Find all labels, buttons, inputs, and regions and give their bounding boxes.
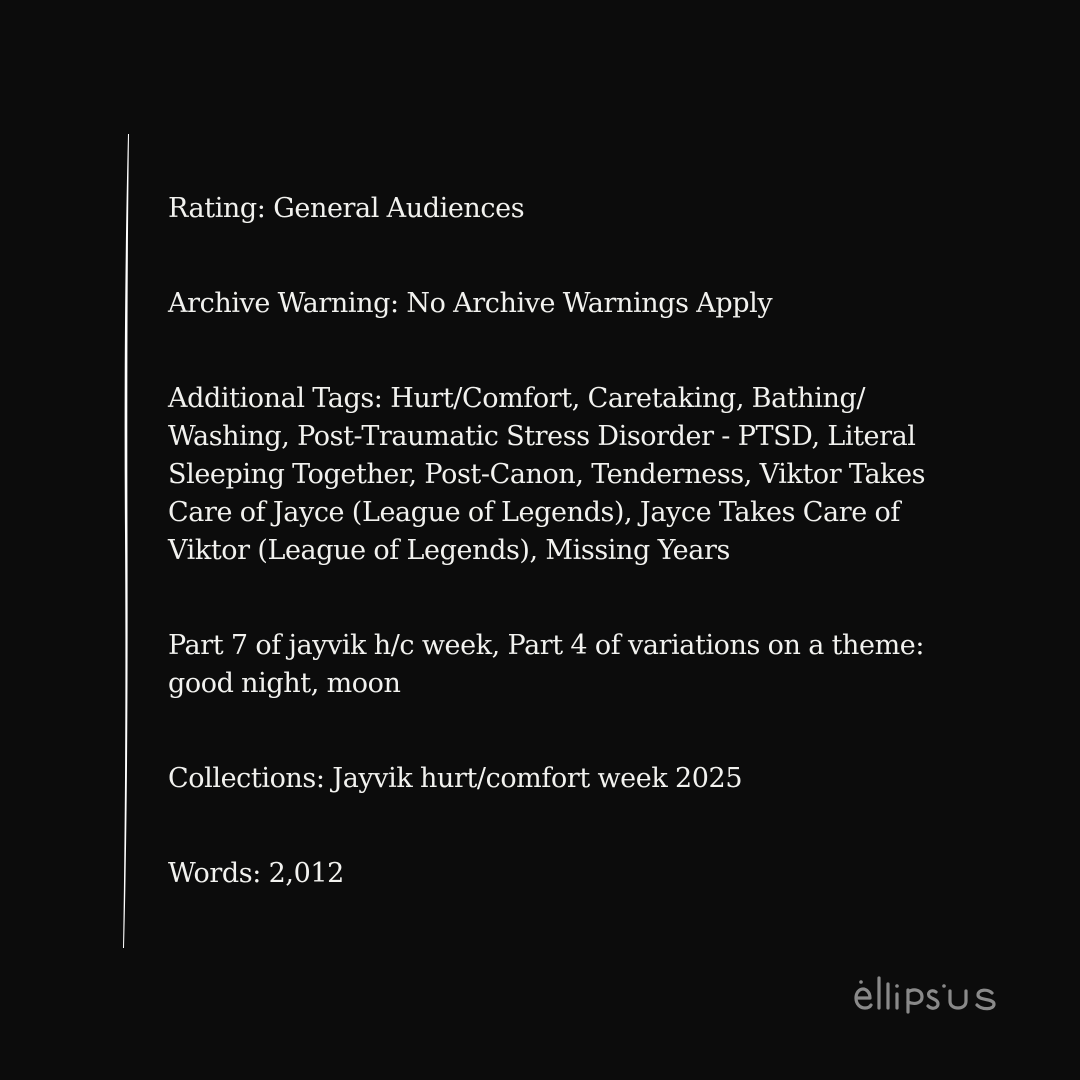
series-entry <box>168 627 980 703</box>
series-value: Part 7 of jayvik h/c week, Part 4 of variations on a theme: good night, moon <box>168 630 925 699</box>
collections-value: Jayvik hurt/comfort week 2025 <box>332 763 743 794</box>
collections-label: Collections: <box>168 763 325 794</box>
additional-tags-entry <box>168 380 980 570</box>
additional-tags-label: Additional Tags: <box>168 383 383 414</box>
additional-tags-value: Hurt/Comfort, Caretaking, Bathing/ Washing, Post-Traumatic Stress Disorder - PTSD, Literal Sleeping Together, Post-Canon, Tenderness, Viktor Takes Care of Jayce (League of Legends), Jayce Takes Care of Viktor (League of Legends), Missing Years <box>168 383 926 566</box>
words-entry <box>168 855 980 893</box>
words-label: Words: <box>168 858 261 889</box>
metadata-list <box>168 190 980 893</box>
collections-entry <box>168 760 980 798</box>
rating-label: Rating: <box>168 193 266 224</box>
rating-value: General Audiences <box>273 193 525 224</box>
archive-warning-value: No Archive Warnings Apply <box>406 288 773 319</box>
archive-warning-entry <box>168 285 980 323</box>
ellipsis-logo-icon <box>852 970 1008 1016</box>
vertical-divider-line <box>114 134 138 948</box>
words-value: 2,012 <box>268 858 344 889</box>
archive-warning-label: Archive Warning: <box>168 288 399 319</box>
rating-entry <box>168 190 980 228</box>
